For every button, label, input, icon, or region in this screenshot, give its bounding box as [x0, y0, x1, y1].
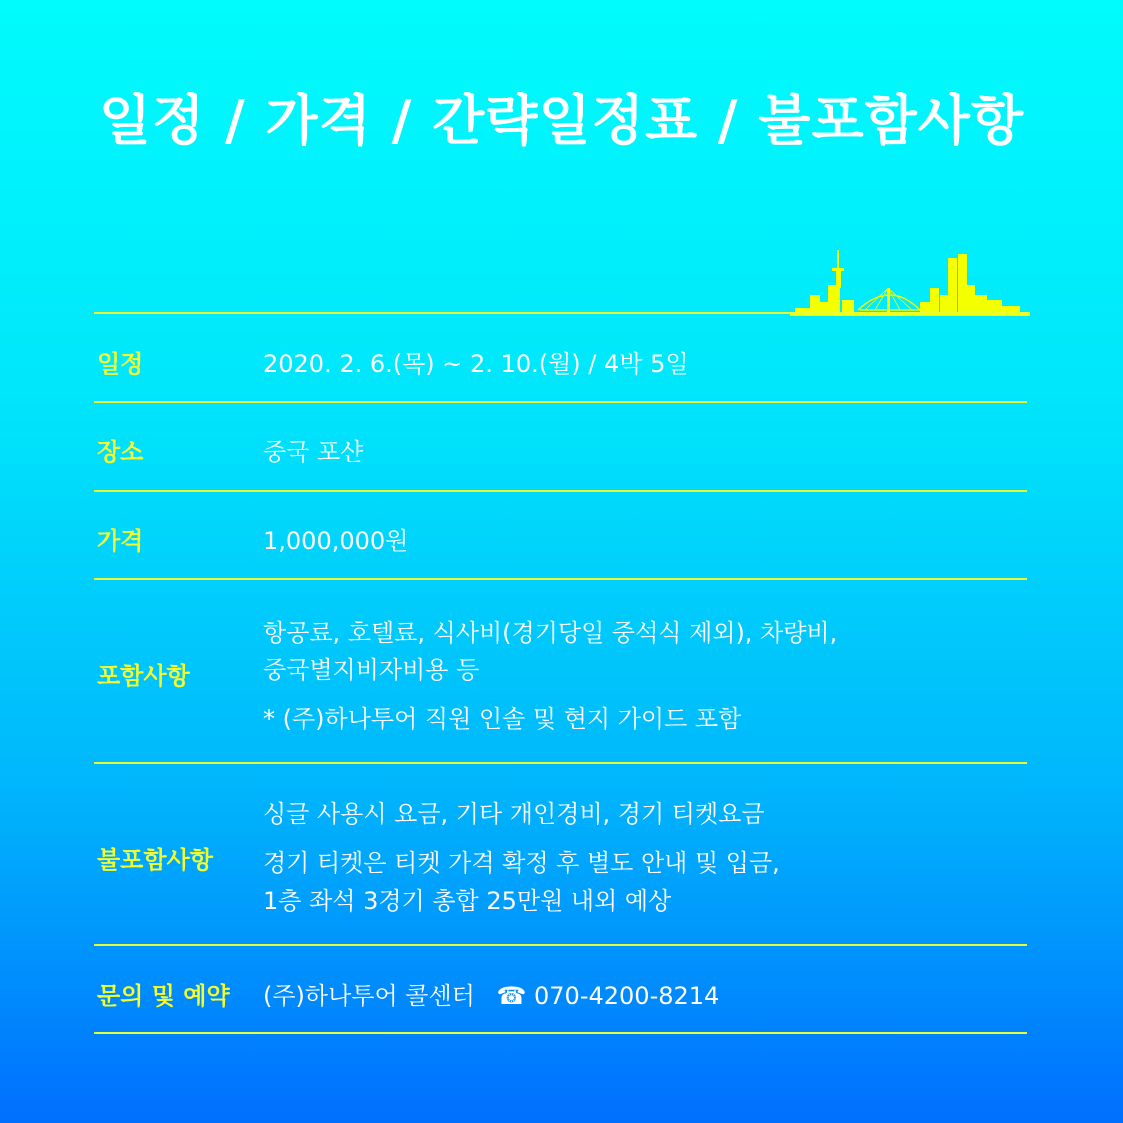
included-label: 포함사항 — [97, 662, 190, 690]
contact-company: (주)하나투어 콜센터 — [263, 982, 475, 1010]
city-skyline-icon — [780, 240, 1030, 320]
contact-label: 문의 및 예약 — [97, 982, 230, 1010]
included-line-1: 항공료, 호텔료, 식사비(경기당일 중석식 제외), 차량비, — [263, 619, 838, 647]
contact-phone[interactable]: 070-4200-8214 — [534, 982, 720, 1010]
contact-value — [263, 976, 719, 1011]
excluded-line-2: 경기 티켓은 티켓 가격 확정 후 별도 안내 및 입금, — [263, 849, 780, 877]
place-label: 장소 — [97, 438, 144, 466]
divider — [94, 312, 1027, 314]
phone-icon: ☎ — [496, 982, 527, 1010]
included-line-3: * (주)하나투어 직원 인솔 및 현지 가이드 포함 — [263, 705, 742, 733]
place-value: 중국 포샨 — [263, 438, 364, 466]
divider — [94, 490, 1027, 492]
price-label: 가격 — [97, 527, 144, 555]
schedule-value: 2020. 2. 6.(목) ~ 2. 10.(월) / 4박 5일 — [263, 350, 689, 378]
page-title: 일정 / 가격 / 간략일정표 / 불포함사항 — [98, 89, 1025, 152]
schedule-label: 일정 — [97, 350, 144, 378]
price-value: 1,000,000원 — [263, 527, 409, 555]
excluded-line-3: 1층 좌석 3경기 총합 25만원 내외 예상 — [263, 887, 672, 915]
divider — [94, 944, 1027, 946]
divider — [94, 1032, 1027, 1034]
excluded-label: 불포함사항 — [97, 846, 213, 874]
divider — [94, 578, 1027, 580]
excluded-line-1: 싱글 사용시 요금, 기타 개인경비, 경기 티켓요금 — [263, 800, 765, 828]
divider — [94, 401, 1027, 403]
included-line-2: 중국별지비자비용 등 — [263, 656, 480, 684]
divider — [94, 762, 1027, 764]
